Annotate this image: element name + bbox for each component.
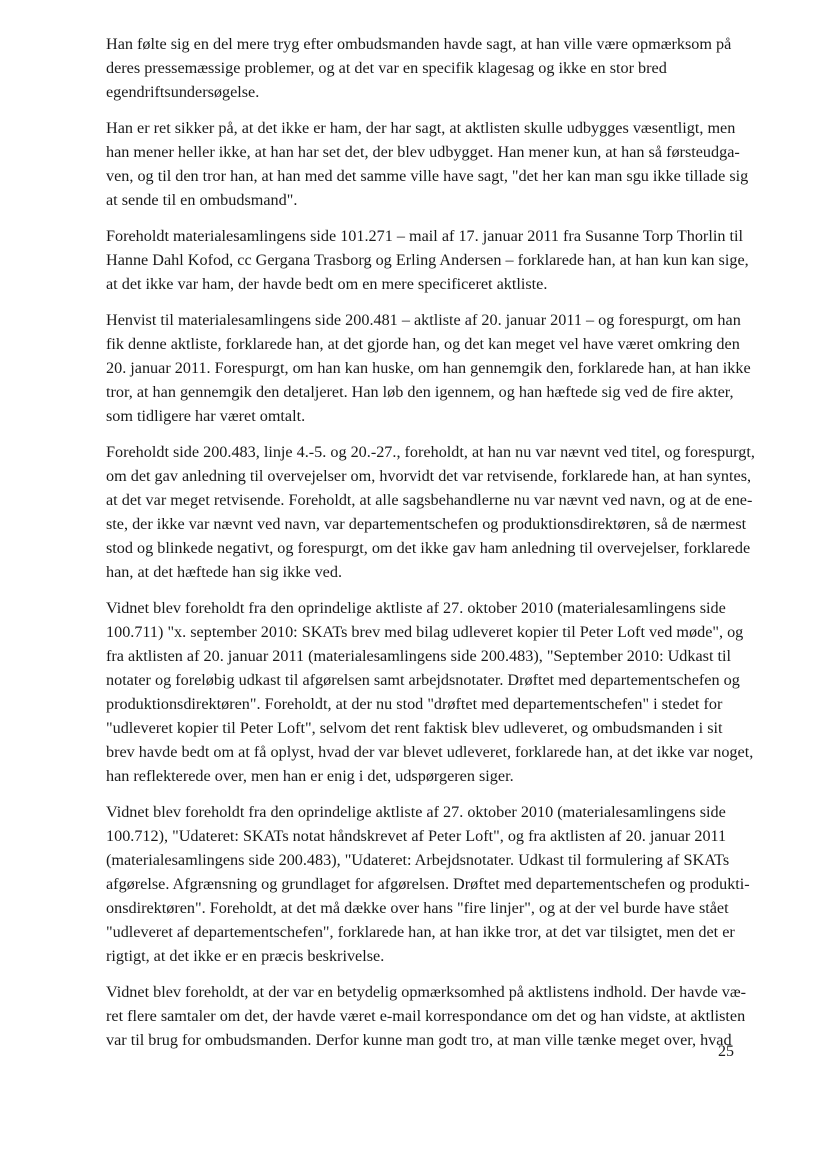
text-line: Henvist til materialesamlingens side 200.481 – aktliste af 20. januar 2011 – og forespurgt, om han: [106, 311, 741, 329]
text-line: Han følte sig en del mere tryg efter ombudsmanden havde sagt, at han ville være opmærksom på: [106, 35, 732, 53]
text-line: 20. januar 2011. Forespurgt, om han kan huske, om han gennemgik den, forklarede han, at han ikke: [106, 359, 751, 377]
text-line: stod og blinkede negativt, og forespurgt, om det ikke gav ham anledning til overvejelser, forklarede: [106, 539, 751, 557]
text-line: var til brug for ombudsmanden. Derfor kunne man godt tro, at man ville tænke meget over, hvad: [106, 1031, 732, 1049]
paragraph: [106, 116, 749, 212]
paragraph: [106, 224, 749, 296]
text-line: han mener heller ikke, at han har set det, der blev udbygget. Han mener kun, at han så førsteudga-: [106, 143, 740, 161]
text-line: Vidnet blev foreholdt fra den oprindelige aktliste af 27. oktober 2010 (materialesamlingens side: [106, 599, 726, 617]
paragraph: [106, 800, 750, 968]
text-line: 100.711) "x. september 2010: SKATs brev med bilag udleveret kopier til Peter Loft ved møde", og: [106, 623, 744, 641]
text-line: om det gav anledning til overvejelser om, hvorvidt det var retvisende, forklarede han, at han syntes,: [106, 467, 752, 485]
text-line: fra aktlisten af 20. januar 2011 (materialesamlingens side 200.483), "September 2010: Udkast til: [106, 647, 732, 665]
text-line: deres pressemæssige problemer, og at det var en specifik klagesag og ikke en stor bred: [106, 59, 667, 77]
text-line: notater og foreløbig udkast til afgørelsen samt arbejdsnotater. Drøftet med departementschefen og: [106, 671, 740, 689]
text-line: "udleveret af departementschefen", forklarede han, at han ikke tror, at det var tilsigtet, men det er: [106, 923, 735, 941]
page-number: 25: [718, 1043, 734, 1060]
text-line: "udleveret kopier til Peter Loft", selvom det rent faktisk blev udleveret, og ombudsmanden i sit: [106, 719, 723, 737]
text-line: (materialesamlingens side 200.483), "Udateret: Arbejdsnotater. Udkast til formulering af SKATs: [106, 851, 730, 869]
text-line: Vidnet blev foreholdt, at der var en betydelig opmærksomhed på aktlistens indhold. Der havde væ-: [106, 983, 747, 1001]
paragraph: [106, 596, 754, 788]
text-line: brev havde bedt om at få oplyst, hvad der var blevet udleveret, forklarede han, at det ikke var noget,: [106, 743, 754, 761]
text-line: at det ikke var ham, der havde bedt om en mere specificeret aktliste.: [106, 275, 548, 293]
text-line: at det var meget retvisende. Foreholdt, at alle sagsbehandlerne nu var nævnt ved navn, og at de ene-: [106, 491, 753, 509]
text-line: onsdirektøren". Foreholdt, at det må dække over hans "fire linjer", og at der vel burde have stået: [106, 899, 729, 917]
paragraph: [106, 308, 751, 428]
text-line: egendriftsundersøgelse.: [106, 83, 260, 101]
text-line: rigtigt, at det ikke er en præcis beskrivelse.: [106, 947, 385, 965]
paragraph: [106, 32, 736, 104]
text-line: Foreholdt materialesamlingens side 101.271 – mail af 17. januar 2011 fra Susanne Torp Thorlin til: [106, 227, 743, 245]
text-line: ven, og til den tror han, at han med det samme ville have sagt, "det her kan man sgu ikke tillade sig: [106, 167, 749, 185]
text-line: afgørelse. Afgrænsning og grundlaget for afgørelsen. Drøftet med departementschefen og produkti-: [106, 875, 750, 893]
text-line: 100.712), "Udateret: SKATs notat håndskrevet af Peter Loft", og fra aktlisten af 20. januar 2011: [106, 827, 727, 845]
text-line: Vidnet blev foreholdt fra den oprindelige aktliste af 27. oktober 2010 (materialesamlingens side: [106, 803, 726, 821]
text-line: fik denne aktliste, forklarede han, at det gjorde han, og det kan meget vel have været omkring den: [106, 335, 740, 353]
text-line: Hanne Dahl Kofod, cc Gergana Trasborg og Erling Andersen – forklarede han, at han kun kan sige,: [106, 251, 749, 269]
text-line: ret flere samtaler om det, der havde været e-mail korrespondance om det og han vidste, at aktlisten: [106, 1007, 746, 1025]
text-line: som tidligere har været omtalt.: [106, 407, 306, 425]
text-line: at sende til en ombudsmand".: [106, 191, 298, 209]
paragraph: [106, 980, 747, 1052]
text-line: tror, at han gennemgik den detaljeret. Han løb den igennem, og han hæftede sig ved de fire akter,: [106, 383, 734, 401]
text-line: han, at det hæftede han sig ikke ved.: [106, 563, 342, 581]
text-line: ste, der ikke var nævnt ved navn, var departementschefen og produktionsdirektøren, så de nærmest: [106, 515, 747, 533]
document-body: [106, 32, 755, 1064]
text-line: han reflekterede over, men han er enig i det, udspørgeren siger.: [106, 767, 514, 785]
paragraph: [106, 440, 755, 584]
text-line: Foreholdt side 200.483, linje 4.-5. og 20.-27., foreholdt, at han nu var nævnt ved titel, og forespurgt,: [106, 443, 755, 461]
text-line: produktionsdirektøren". Foreholdt, at der nu stod "drøftet med departementschefen" i stedet for: [106, 695, 723, 713]
text-line: Han er ret sikker på, at det ikke er ham, der har sagt, at aktlisten skulle udbygges væsentligt, men: [106, 119, 736, 137]
